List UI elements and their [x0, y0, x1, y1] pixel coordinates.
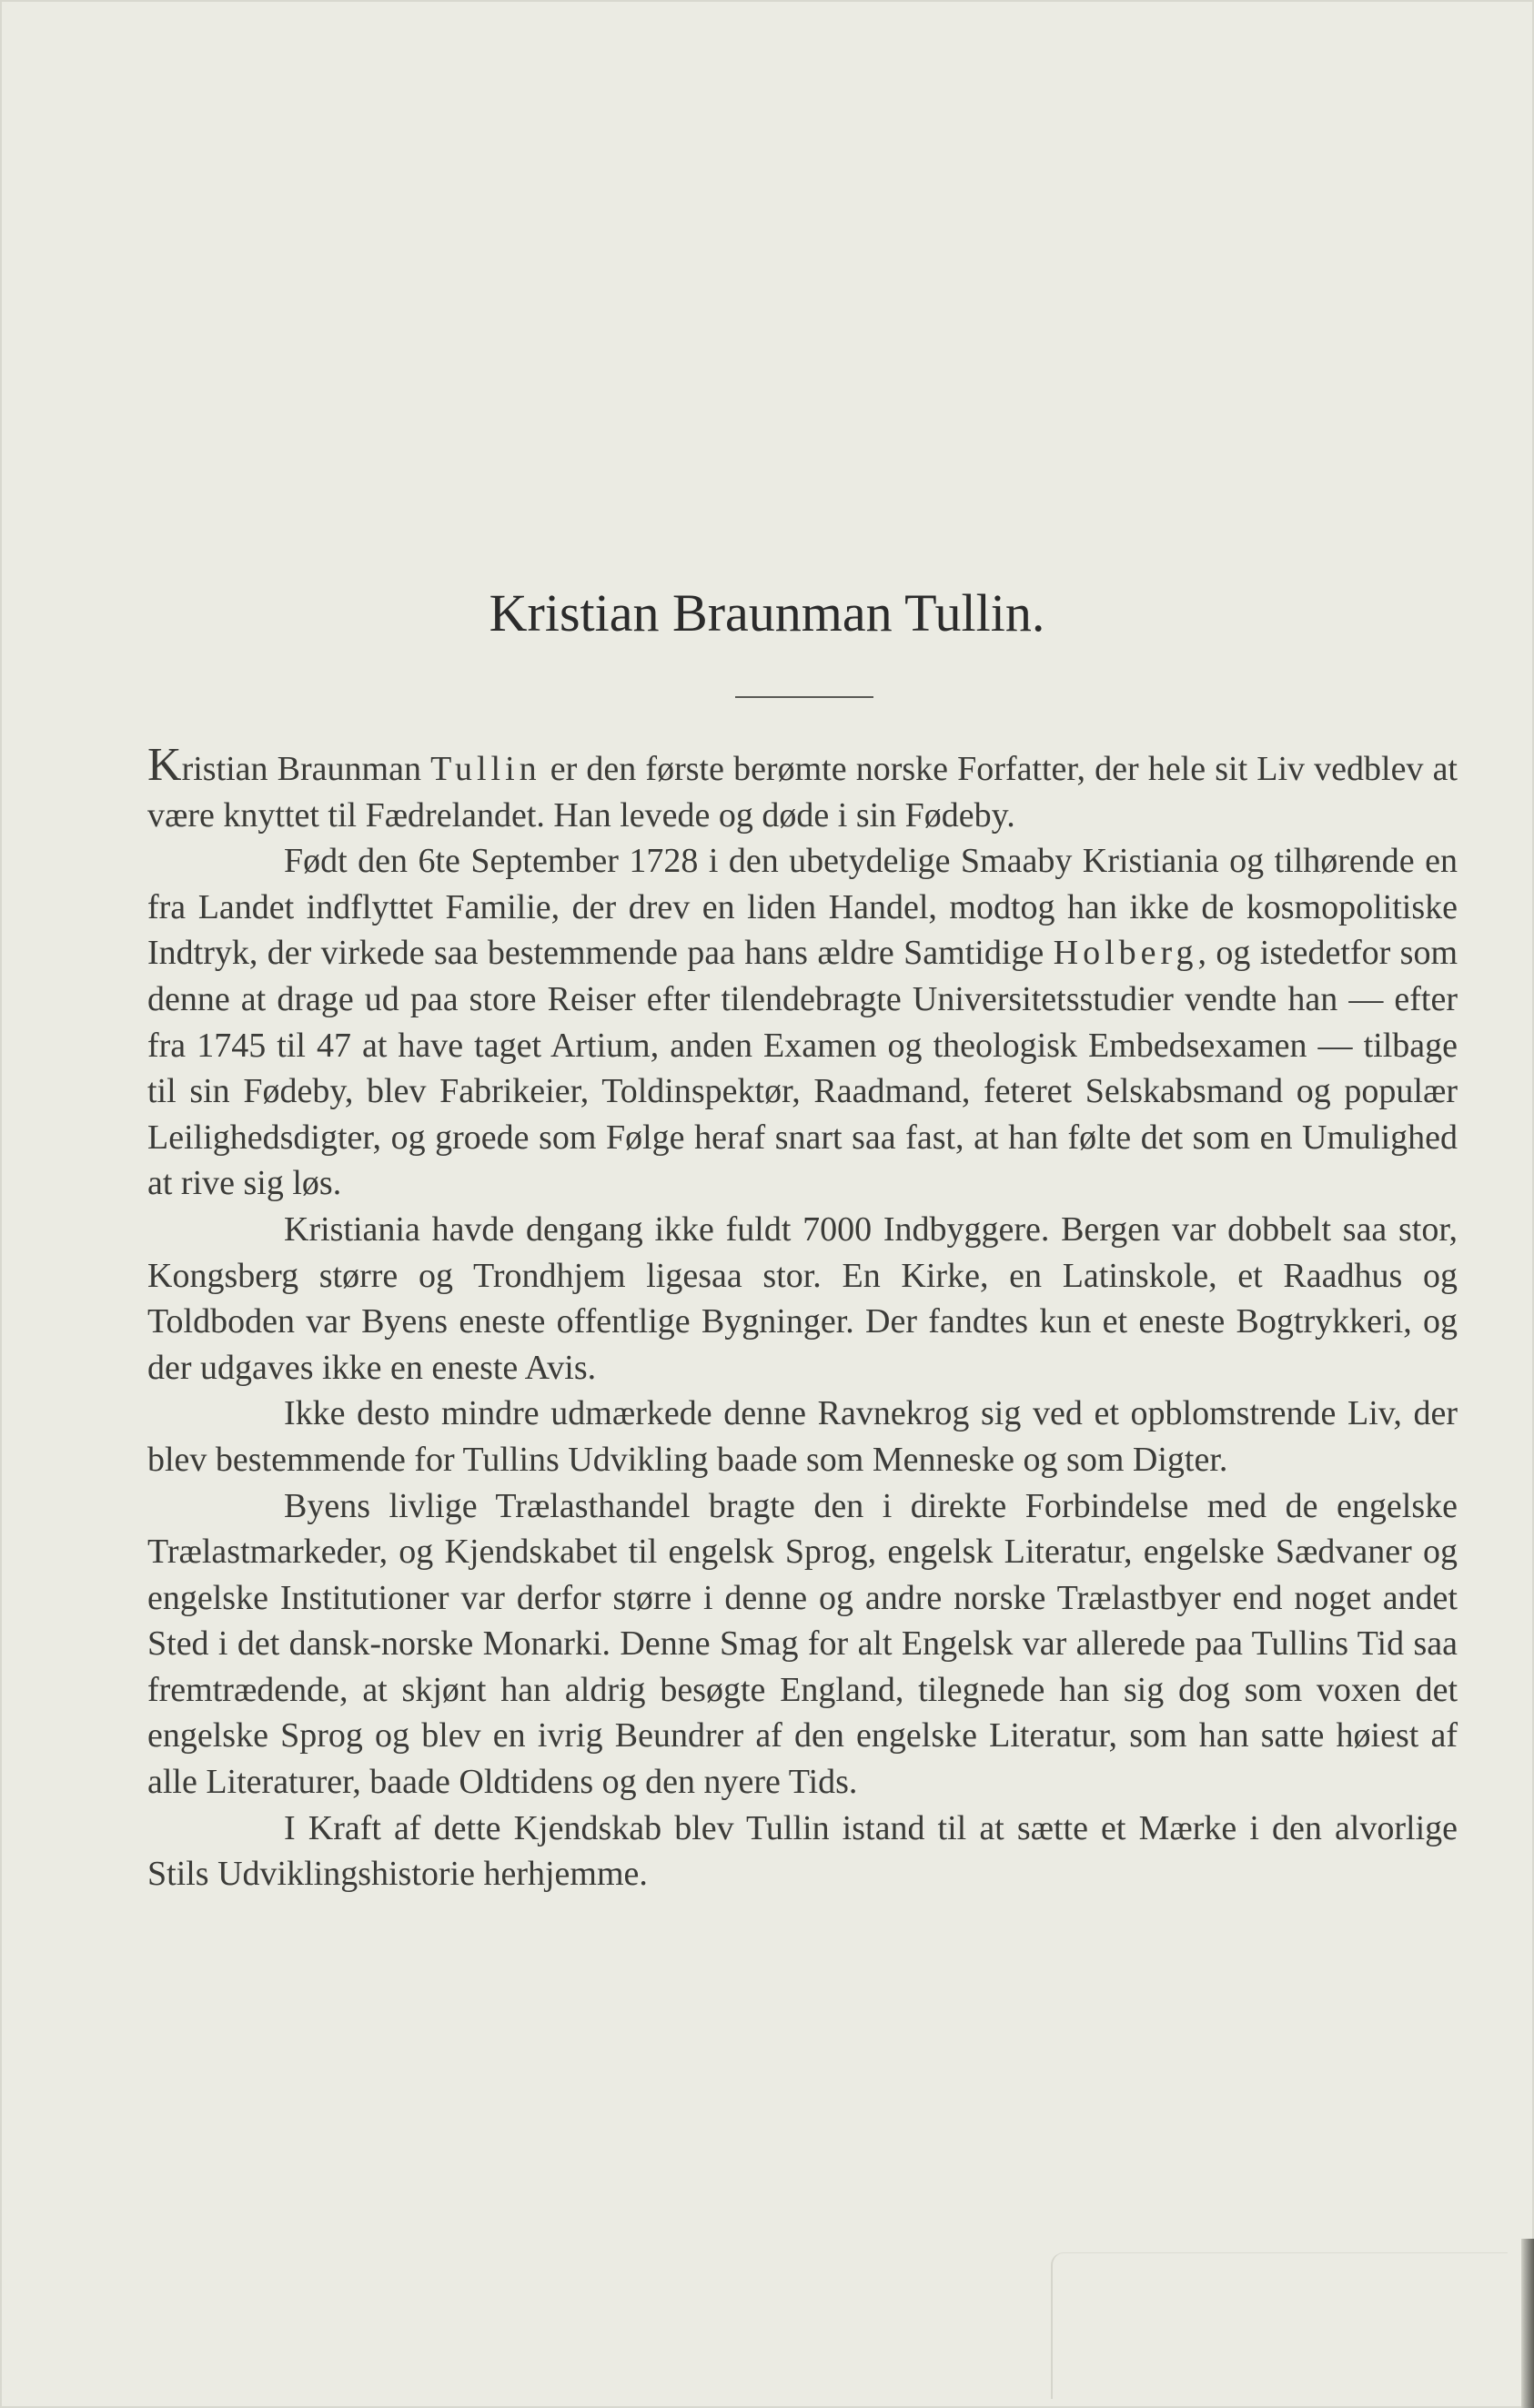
paragraph-1-name-spaced: Tullin — [430, 750, 541, 788]
paragraph-6: I Kraft af dette Kjendskab blev Tullin istand til at sætte et Mærke i den alvorlige Stils Udviklingshistorie herhjemme. — [147, 1808, 1458, 1894]
paragraph-4: Ikke desto mindre udmærkede denne Ravnekrog sig ved et opblomstrende Liv, der blev bestemmende for Tullins Udvikling baade som Menneske og som Digter. — [147, 1394, 1458, 1479]
paragraph-1-name-first: ristian Braunman — [181, 750, 431, 788]
page-edge-shadow — [1521, 2239, 1534, 2408]
body-text — [147, 739, 1458, 1897]
paragraph-3: Kristiania havde dengang ikke fuldt 7000 Indbyggere. Bergen var dobbelt saa stor, Kongsberg større og Trondhjem ligesaa stor. En Kirke, en Latinskole, et Raadhus og Toldboden var Byens eneste offentlige Bygninger. Der fandtes kun et eneste Bogtrykkeri, og der udgaves ikke en eneste Avis. — [147, 1209, 1458, 1387]
paragraph-2-spaced-name: Holberg — [1053, 934, 1198, 973]
title-divider — [735, 696, 873, 698]
paragraph-5: Byens livlige Trælasthandel bragte den i direkte Forbindelse med de engelske Trælastmarkeder, og Kjendskabet til engelsk Sprog, engelsk Literatur, engelske Sædvaner og engelske Institutioner var derfor større i denne og andre norske Trælastbyer end noget andet Sted i det dansk-norske Monarki. Denne Smag for alt Engelsk var allerede paa Tullins Tid saa fremtrædende, at skjønt han aldrig besøgte England, tilegnede han sig dog som voxen det engelske Sprog og blev en ivrig Beundrer af den engelske Literatur, som han satte høiest af alle Literaturer, baade Oldtidens og den nyere Tids. — [147, 1486, 1458, 1802]
page-title: Kristian Braunman Tullin. — [489, 583, 1045, 642]
drop-cap: K — [147, 739, 182, 791]
paragraph-1 — [147, 739, 1458, 838]
page-fold-mark — [1051, 2252, 1508, 2399]
paragraph-2-after: , og istedetfor som denne at drage ud paa store Reiser efter tilendebragte Universitetsstudier vendte han — efter fra 1745 til 47 at have taget Artium, anden Examen og theologisk Embedsexamen — tilbage til sin Fødeby, blev Fabrikeier, Toldinspektør, Raadmand, feteret Selskabsmand og populær Leilighedsdigter, og groede som Følge heraf snart saa fast, at han følte det som en Umulighed at rive sig løs. — [147, 934, 1458, 1203]
paragraph-2-before: Født den 6te September 1728 i den ubetydelige Smaaby Kristiania og tilhørende en fra Landet indflyttet Familie, der drev en liden Handel, modtog han ikke de kosmopolitiske Indtryk, der virkede saa bestemmende paa hans ældre Samtidige — [147, 842, 1458, 973]
paragraph-2 — [147, 838, 1458, 1207]
paragraph-1-rest: er den første berømte norske Forfatter, der hele sit Liv vedblev at være knyttet til Fædrelandet. Han levede og døde i sin Fødeby. — [147, 750, 1458, 835]
